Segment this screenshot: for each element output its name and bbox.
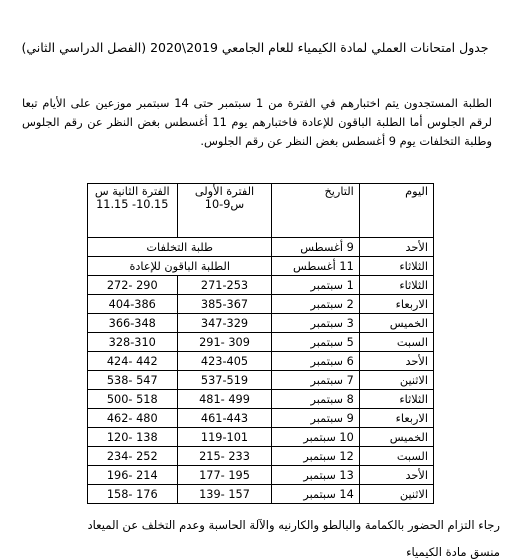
cell-merged: الطلبة الباقون للإعادة <box>88 257 272 276</box>
table-row-special <box>88 238 434 257</box>
cell-day: السبت <box>359 333 433 352</box>
table-row <box>88 295 434 314</box>
cell-date: 12 سبتمبر <box>272 447 359 466</box>
cell-date: 8 سبتمبر <box>272 390 359 409</box>
header-period-1: الفترة الأولى س9-10 <box>177 184 272 238</box>
table-row-special <box>88 257 434 276</box>
table-row <box>88 466 434 485</box>
table-row <box>88 428 434 447</box>
cell-day: الأحد <box>359 352 433 371</box>
intro-paragraph <box>22 94 492 151</box>
cell-day: السبت <box>359 447 433 466</box>
table-row <box>88 333 434 352</box>
cell-day: الاثنين <box>359 485 433 504</box>
cell-date: 9 سبتمبر <box>272 409 359 428</box>
table-row <box>88 371 434 390</box>
cell-date: 1 سبتمبر <box>272 276 359 295</box>
footer-note: رجاء التزام الحضور بالكمامة والبالطو والكارنيه والآلة الحاسبة وعدم التخلف عن الميعاد <box>87 518 500 532</box>
cell-day: الأحد <box>359 238 433 257</box>
cell-day: الأحد <box>359 466 433 485</box>
cell-date: 2 سبتمبر <box>272 295 359 314</box>
cell-period-2: 404-386 <box>88 295 178 314</box>
header-date: التاريخ <box>272 184 359 238</box>
footer-signature: منسق مادة الكيمياء <box>406 545 500 559</box>
cell-period-2: 518 -500 <box>88 390 178 409</box>
table-header-row <box>88 184 434 238</box>
cell-period-2: 547 -538 <box>88 371 178 390</box>
cell-date: 6 سبتمبر <box>272 352 359 371</box>
cell-date: 3 سبتمبر <box>272 314 359 333</box>
cell-date: 5 سبتمبر <box>272 333 359 352</box>
exam-schedule-table <box>87 183 434 504</box>
table-row <box>88 314 434 333</box>
cell-period-2: 366-348 <box>88 314 178 333</box>
cell-day: الاثنين <box>359 371 433 390</box>
cell-day: الثلاثاء <box>359 390 433 409</box>
cell-day: الثلاثاء <box>359 276 433 295</box>
cell-period-2: 138 -120 <box>88 428 178 447</box>
cell-date: 11 أغسطس <box>272 257 359 276</box>
cell-period-2: 252 -234 <box>88 447 178 466</box>
cell-day: الخميس <box>359 314 433 333</box>
cell-date: 13 سبتمبر <box>272 466 359 485</box>
cell-period-1: 461-443 <box>177 409 272 428</box>
header-day: اليوم <box>359 184 433 238</box>
cell-date: 9 أغسطس <box>272 238 359 257</box>
cell-date: 7 سبتمبر <box>272 371 359 390</box>
cell-period-2: 290 -272 <box>88 276 178 295</box>
cell-period-1: 271-253 <box>177 276 272 295</box>
cell-period-1: 347-329 <box>177 314 272 333</box>
cell-period-1: 385-367 <box>177 295 272 314</box>
table-row <box>88 447 434 466</box>
cell-period-1: 309 -291 <box>177 333 272 352</box>
cell-period-1: 537-519 <box>177 371 272 390</box>
cell-date: 10 سبتمبر <box>272 428 359 447</box>
cell-period-1: 195 -177 <box>177 466 272 485</box>
table-row <box>88 352 434 371</box>
cell-date: 14 سبتمبر <box>272 485 359 504</box>
table-row <box>88 485 434 504</box>
table-row <box>88 409 434 428</box>
cell-day: الاربعاء <box>359 409 433 428</box>
cell-day: الخميس <box>359 428 433 447</box>
cell-merged: طلبة التخلفات <box>88 238 272 257</box>
cell-period-1: 499 -481 <box>177 390 272 409</box>
intro-text: الطلبة المستجدون يتم اختبارهم في الفترة من 1 سبتمبر حتى 14 سبتمبر موزعين على الأيام تبعا لرقم الجلوس أما الطلبة الباقون للإعادة فاختبارهم يوم 11 أغسطس بغض النظر عن رقم الجلوس وطلبة التخلفات يوم 9 أغسطس بغض النظر عن رقم الجلوس. <box>22 96 492 148</box>
cell-period-2: 214 -196 <box>88 466 178 485</box>
table-row <box>88 276 434 295</box>
table-row <box>88 390 434 409</box>
document-title: جدول امتحانات العملي لمادة الكيمياء للعام الجامعي 2019\2020 (الفصل الدراسي الثاني) <box>21 40 489 55</box>
cell-period-2: 176 -158 <box>88 485 178 504</box>
cell-period-1: 233 -215 <box>177 447 272 466</box>
cell-period-2: 328-310 <box>88 333 178 352</box>
cell-period-2: 480 -462 <box>88 409 178 428</box>
cell-day: الاربعاء <box>359 295 433 314</box>
cell-period-1: 423-405 <box>177 352 272 371</box>
cell-period-2: 442 -424 <box>88 352 178 371</box>
header-period-2: الفترة الثانية س 10.15- 11.15 <box>88 184 178 238</box>
cell-period-1: 119-101 <box>177 428 272 447</box>
cell-period-1: 157 -139 <box>177 485 272 504</box>
cell-day: الثلاثاء <box>359 257 433 276</box>
